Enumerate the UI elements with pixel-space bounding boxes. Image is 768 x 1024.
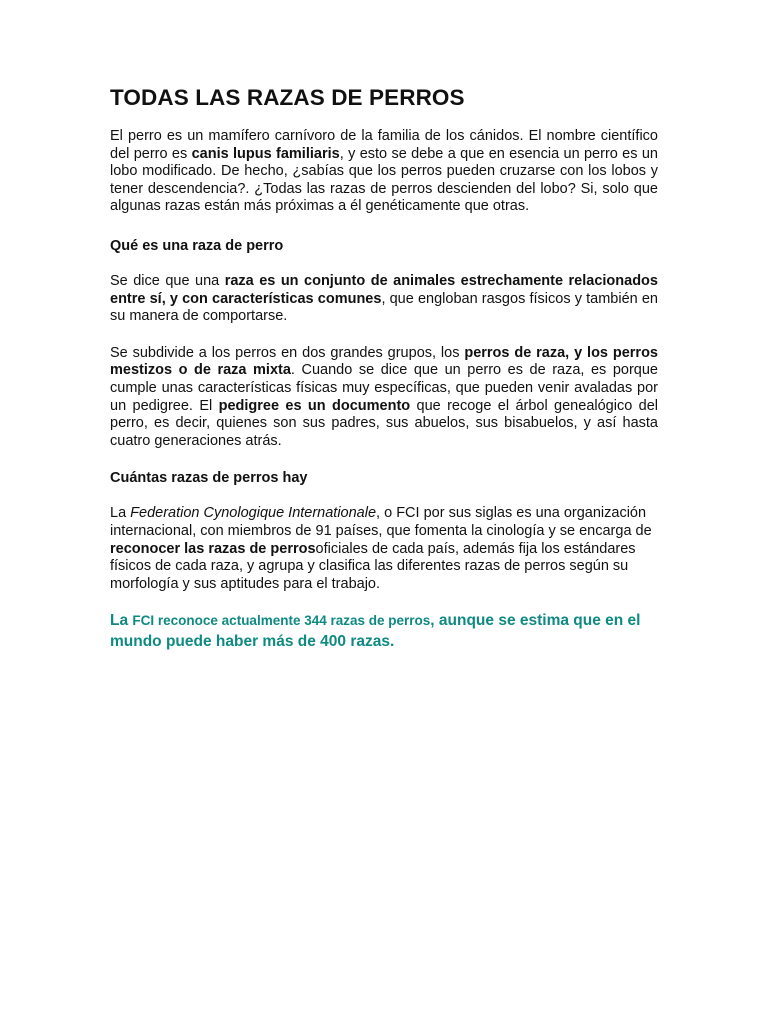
fci-italic-1: Federation Cynologique Internationale [130,505,377,522]
raza-definition-paragraph [110,273,658,326]
intro-bold-1: canis lupus familiaris [191,145,340,162]
fci-text-2: , o FCI por sus siglas es una organización internacional, con miembros de 91 países, que fomenta la cinología y se encarga de [110,505,652,539]
highlight-paragraph [110,610,658,652]
raza-text-1: Se dice que una [110,272,225,289]
subdivide-text-3: que recoge el árbol genealógico del perro, es decir, quienes son sus padres, sus abuelos, sus bisabuelos, y así hasta cuatro generaciones atrás. [110,397,658,449]
raza-text-2: , que engloban rasgos físicos y también en su manera de comportarse. [110,290,658,325]
intro-text-2: , y esto se debe a que en esencia un perro es un lobo modificado. De hecho, ¿sabías que los perros pueden cruzarse con los lobos y tener descendencia?. ¿Todas las razas de perros descienden del lobo? Si, solo que algunas razas están más próximas a él genéticamente que otras. [110,145,658,215]
fci-bold-1: reconocer las razas de perros [110,540,316,557]
fci-paragraph [110,505,658,593]
highlight-text-1: La [110,612,133,630]
subdivide-bold-1: perros de raza, y los perros mestizos o de raza mixta [110,344,658,379]
highlight-text-2: FCI reconoce actualmente 344 razas de perros [132,613,431,629]
raza-bold-1: raza es un conjunto de animales estrechamente relacionados entre sí, y con características comunes [110,272,658,307]
page-title: TODAS LAS RAZAS DE PERROS [110,85,465,110]
subdivide-text-2: . Cuando se dice que un perro es de raza, es porque cumple unas características físicas muy específicas, que pueden venir avaladas por un pedigree. El [110,362,658,414]
fci-text-3: oficiales de cada país, además fija los estándares físicos de cada raza, y agrupa y clasifica las diferentes razas de perros según su morfología y sus aptitudes para el trabajo. [110,540,636,592]
subdivide-paragraph [110,345,658,451]
intro-text-1: El perro es un mamífero carnívoro de la familia de los cánidos. El nombre científico del perro es [110,128,658,162]
subdivide-bold-2: pedigree es un documento [218,397,411,414]
highlight-text-3: , aunque se estima que en el mundo puede haber más de 400 razas. [110,612,641,651]
document-page [110,84,658,652]
intro-paragraph [110,128,658,216]
subdivide-text-1: Se subdivide a los perros en dos grandes grupos, los [110,344,465,361]
section-heading-cuantas: Cuántas razas de perros hay [110,470,308,487]
section-heading-raza: Qué es una raza de perro [110,237,284,254]
fci-text-1: La [110,505,131,522]
